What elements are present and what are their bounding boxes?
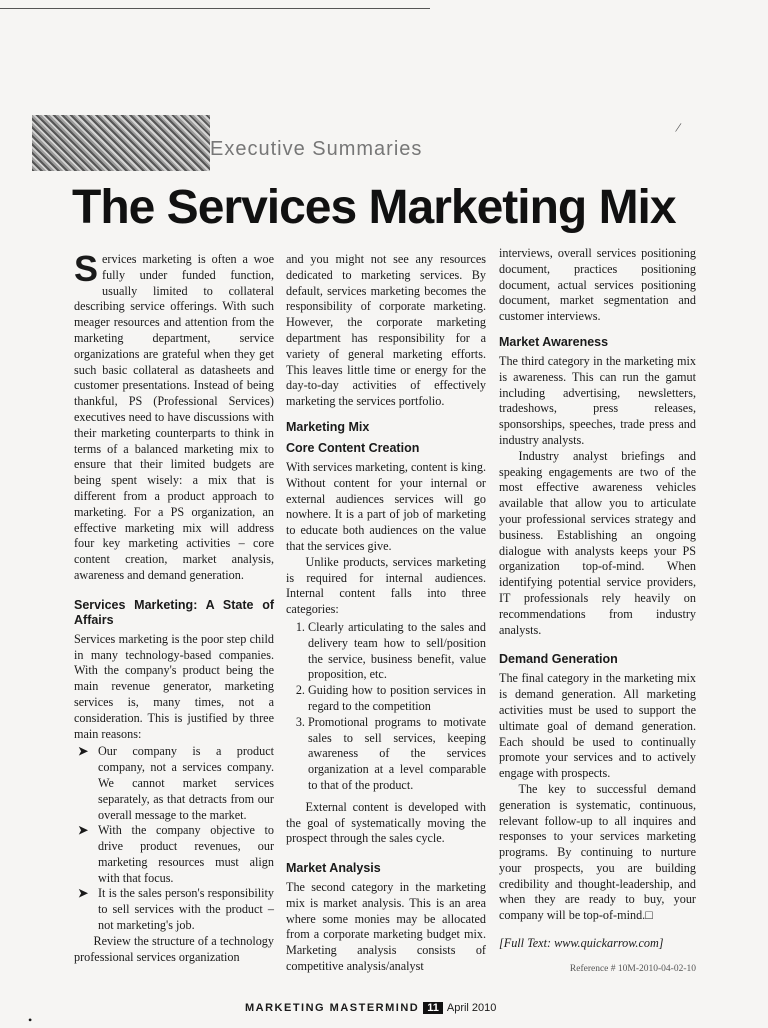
heading-market-analysis: Market Analysis [286,861,381,876]
heading-core-content: Core Content Creation [286,440,420,455]
page-footer [245,1002,496,1014]
column-1 [74,248,274,965]
article-title: The Services Marketing Mix [72,181,676,234]
full-text-link: [Full Text: www.quickarrow.com] [499,936,664,951]
reference-number: Reference # 10M-2010-04-02-10 [569,963,696,974]
briefings-paragraph: Industry analyst briefings and speaking engagements are two of the most effective awareness vehicles available that allow you to articulate your professional services strategy and business. Establishing an ongoing dialogue with analysts keeps your PS organization top-of-mind. When identifying potential service providers, IT professionals rely heavily on recommendations from industry analysts. [499,448,696,637]
external-paragraph: External content is developed with the goal of systematically moving the prospect through the sales cycle. [286,799,486,846]
analysis-paragraph: The second category in the marketing mix is market analysis. This is an area where some monies may be allocated from a corporate marketing budget mix. Marketing analysis consists of competitive analysis/analyst [286,880,486,974]
continuation-paragraph: interviews, overall services positioning document, practices positioning document, actual services positioning document, market segmentation and customer interviews. [499,246,696,324]
heading-marketing-mix: Marketing Mix [286,419,370,434]
review-paragraph: Review the structure of a technology professional services organization [74,933,274,964]
reasons-list [74,744,274,934]
internal-content-list [286,620,486,794]
end-of-article-icon: □ [645,908,653,923]
page-number: 11 [423,1002,443,1014]
list-item: ➤ Our company is a product company, not a services company. We cannot market services separately, as that detracts from our overall message to the market. [78,744,274,822]
list-item: 3. Promotional programs to motivate sales to sell services, keeping awareness of the services organization at a level comparable to that of the product. [308,715,486,794]
unlike-paragraph: Unlike products, services marketing is required for internal audiences. Internal content falls into three categories: [286,554,486,617]
key-paragraph: The key to successful demand generation is systematic, continuous, relevant follow-up to all inquires and responses to your services marketing programs. By continuing to nurture your prospects, you are building credibility and thought-leadership, and when they are ready to buy, your company will be top-of-mind.□ [499,781,696,923]
drop-cap: S [74,248,99,289]
margin-dot: • [28,1013,33,1027]
awareness-paragraph: The third category in the marketing mix is awareness. This can run the gamut including advertising, newsletters, tradeshows, press releases, sponsorships, speeches, trade press and industry analysts. [499,353,696,447]
state-paragraph: Services marketing is the poor step child in many technology-based companies. With the company's product being the main revenue generator, marketing services is, many times, not a consideration. This is justified by three main reasons: [74,631,274,741]
list-item: 2. Guiding how to position services in regard to the competition [308,683,486,715]
heading-market-awareness: Market Awareness [499,334,609,349]
arrowhead-bullet-icon: ➤ [78,886,89,901]
list-item: 1. Clearly articulating to the sales and delivery team how to sell/position the service, business benefit, value proposition, etc. [308,620,486,683]
core-paragraph: With services marketing, content is king. Without content for your internal or external audiences services will go nowhere. It is a part of job of marketing to educate both audiences on the value that the services give. [286,459,486,553]
column-3 [499,246,696,978]
heading-state-of-affairs: Services Marketing: A State of Affairs [74,597,274,627]
scan-mark: / [674,120,682,137]
heading-demand-generation: Demand Generation [499,652,618,667]
list-item: ➤ With the company objective to drive product revenues, our marketing resources must align with that focus. [78,823,274,885]
section-header-graphic [32,115,210,171]
intro-paragraph: Services marketing is often a woe fully under funded function, usually limited to collateral describing service offerings. With such meager resources and attention from the marketing department, service organizations are grateful when they get such basic collateral as datasheets and customer presentations. Instead of being thankful, PS (Professional Services) executives need to have discussions with their marketing counterparts to think in terms of a balanced marketing mix to ensure that their limited budgets are being spent wisely: a mix that is different from a product approach to marketing. For a PS organization, an effective marketing mix will address four key marketing activities – core content creation, market analysis, awareness and demand generation. [74,248,274,582]
issue-date: April 2010 [446,1002,497,1014]
section-label: Executive Summaries [210,138,423,160]
demand-paragraph: The final category in the marketing mix is demand generation. All marketing activities must be used to support the ultimate goal of demand generation. Each should be used to continually promote your services and to actively engage with prospects. [499,671,696,781]
column-2 [286,252,486,975]
arrowhead-bullet-icon: ➤ [78,744,89,759]
continuation-paragraph: and you might not see any resources dedicated to marketing services. By default, services marketing becomes the responsibility of corporate marketing. However, the corporate marketing department has responsibility for a variety of general marketing efforts. This leaves little time or energy for the day-to-day activities of effectively marketing the services portfolio. [286,252,486,409]
list-item: ➤ It is the sales person's responsibility to sell services with the product – not marketing's job. [78,886,274,933]
top-rule [0,8,430,9]
arrowhead-bullet-icon: ➤ [78,823,89,838]
publication-name: MARKETING MASTERMIND [245,1002,420,1014]
